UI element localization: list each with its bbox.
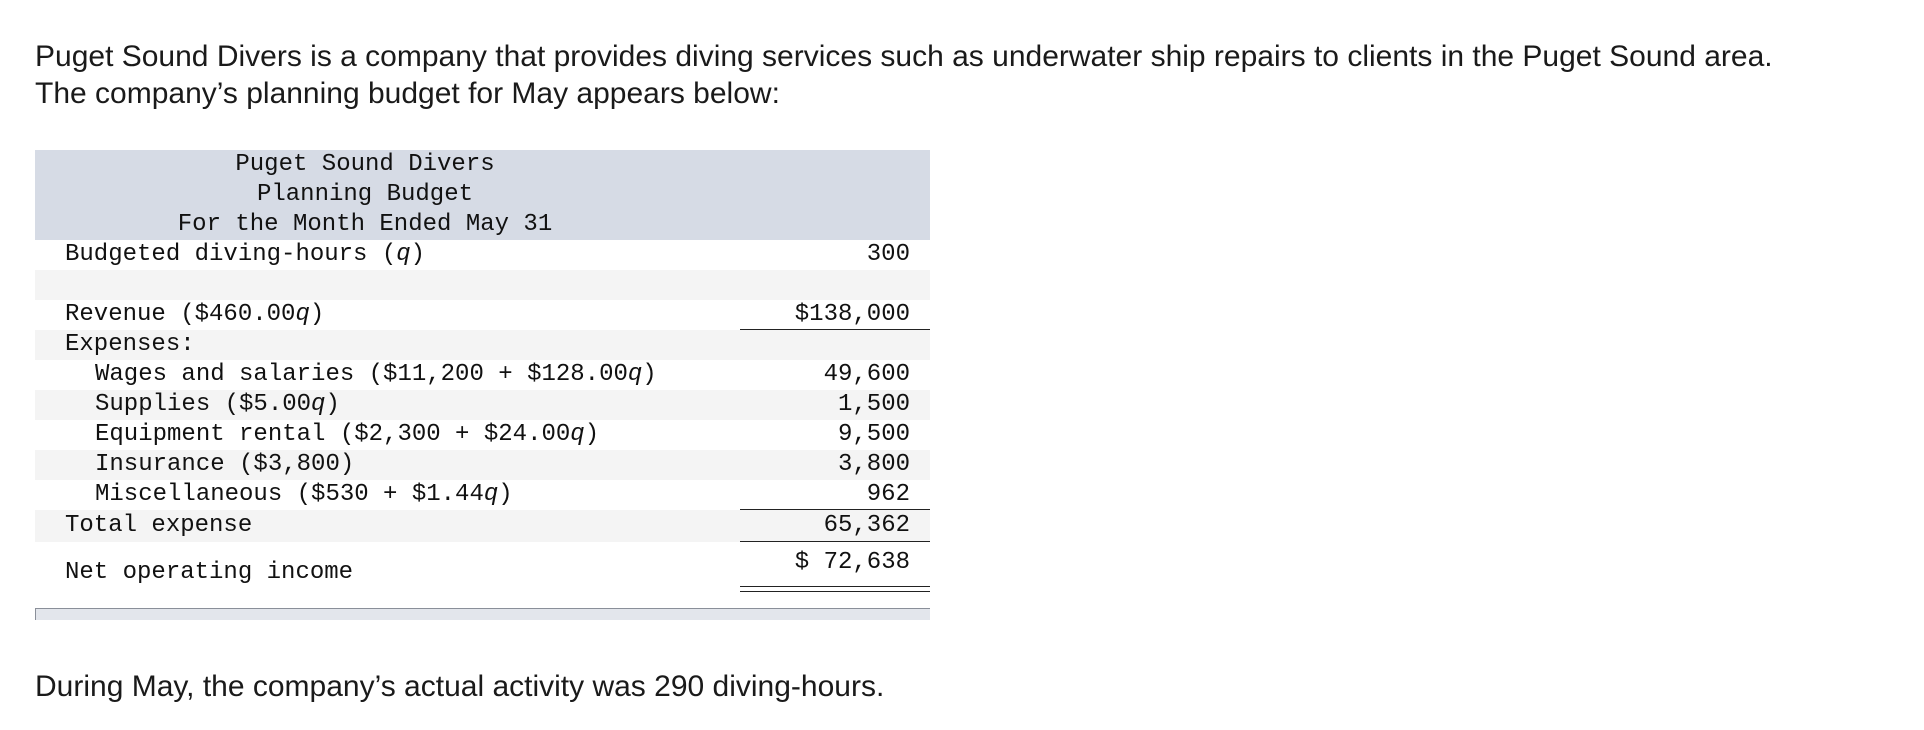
- revenue-label: Revenue ($460.00q): [65, 301, 325, 328]
- problem-intro: [35, 38, 1773, 112]
- expenses-heading: Expenses:: [65, 331, 195, 358]
- total-expense-row: [35, 510, 930, 542]
- expense-label: Insurance ($3,800): [95, 451, 355, 478]
- expense-value: 3,800: [837, 451, 910, 478]
- expense-row: [35, 390, 930, 420]
- budget-header: [35, 150, 930, 240]
- statement-title: Planning Budget: [256, 181, 474, 208]
- company-name: Puget Sound Divers: [235, 151, 495, 178]
- spacer-row: [35, 270, 930, 300]
- expense-label: Equipment rental ($2,300 + $24.00q): [95, 421, 600, 448]
- expense-value: 49,600: [823, 361, 910, 388]
- expense-value: 9,500: [837, 421, 910, 448]
- total-expense-label: Total expense: [65, 512, 253, 539]
- expense-row: [35, 360, 930, 390]
- table-footer-bar: [35, 608, 930, 620]
- intro-line-2: The company’s planning budget for May appears below:: [35, 77, 780, 110]
- net-income-double-underline: [740, 586, 930, 592]
- statement-period: For the Month Ended May 31: [177, 211, 553, 238]
- expense-label: Supplies ($5.00q): [95, 391, 340, 418]
- expense-value: 962: [866, 481, 910, 508]
- expense-label: Wages and salaries ($11,200 + $128.00q): [95, 361, 657, 388]
- revenue-value: $138,000: [794, 301, 910, 328]
- actual-activity-note: During May, the company’s actual activity was 290 diving-hours.: [35, 670, 885, 703]
- expense-value: 1,500: [837, 391, 910, 418]
- expense-row: [35, 420, 930, 450]
- net-operating-income-row: [35, 542, 930, 594]
- revenue-row: [35, 300, 930, 330]
- intro-line-1: Puget Sound Divers is a company that provides diving services such as underwater ship repairs to clients in the Puget Sound area.: [35, 40, 1773, 73]
- activity-label: Budgeted diving-hours (q): [65, 241, 426, 268]
- expense-label: Miscellaneous ($530 + $1.44q): [95, 481, 513, 508]
- expense-row: [35, 450, 930, 480]
- net-operating-income-label: Net operating income: [65, 559, 354, 586]
- planning-budget-table: [35, 150, 930, 594]
- total-expense-value: 65,362: [823, 512, 910, 539]
- activity-value: 300: [866, 241, 910, 268]
- activity-row: [35, 240, 930, 270]
- net-operating-income-value: $ 72,638: [794, 549, 910, 576]
- expense-row: [35, 480, 930, 510]
- expenses-heading-row: [35, 330, 930, 360]
